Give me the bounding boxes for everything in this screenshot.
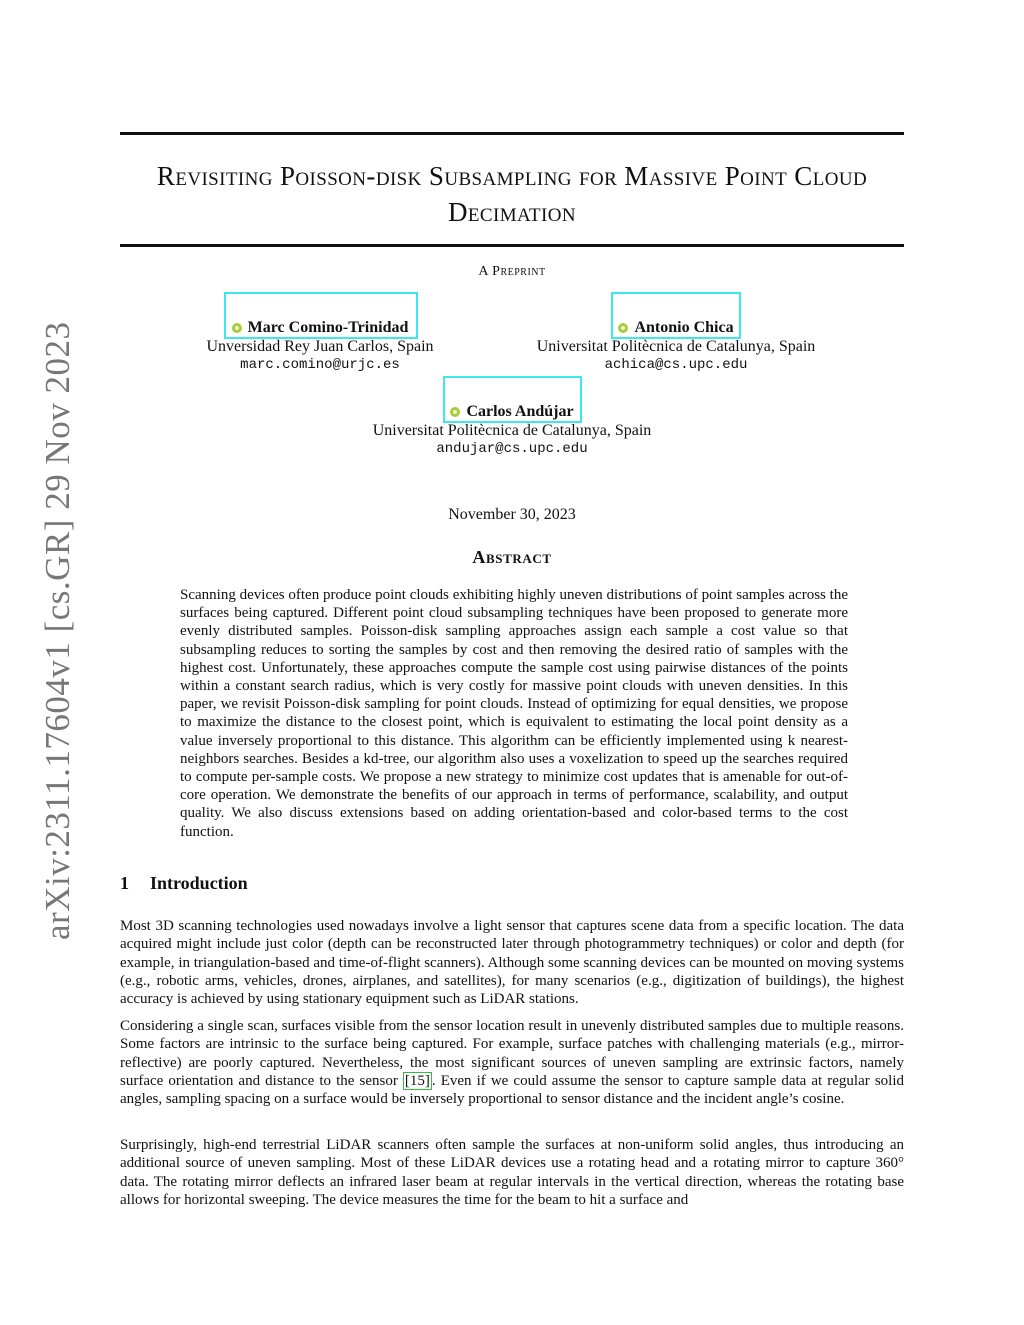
- author-name-2-text: Antonio Chica: [634, 319, 734, 336]
- title-top-rule: [120, 132, 904, 135]
- author-name-1-text: Marc Comino-Trinidad: [247, 319, 409, 336]
- author-email-1[interactable]: marc.comino@urjc.es: [240, 357, 400, 373]
- highlight-box-author-3: [443, 376, 582, 423]
- author-name-3-text: Carlos Andújar: [466, 403, 574, 420]
- abstract-heading: Abstract: [472, 547, 552, 567]
- citation-link-15[interactable]: [15]: [404, 1072, 430, 1089]
- author-email-2[interactable]: achica@cs.upc.edu: [604, 357, 748, 373]
- arxiv-identifier: [30, 321, 90, 940]
- title-bottom-rule: [120, 244, 904, 247]
- author-email-3[interactable]: andujar@cs.upc.edu: [436, 441, 588, 457]
- section-title: Introduction: [150, 873, 248, 893]
- intro-paragraph-2-start: Considering a single scan, surfaces visible from the sensor location result in unevenly distributed samples due to multiple reasons. Some factors are intrinsic to the surface being captured. For example, surface patches with challenging materials (e.g., mirror-reflective) are poorly captured. Nevertheless, the most significant sources of uneven sampling are extrinsic factors, namely surface orientation and distance to the sensor: [120, 1018, 904, 1089]
- author-affiliation-1: Unversidad Rey Juan Carlos, Spain: [206, 338, 434, 355]
- paper-title: Revisiting Poisson-disk Subsampling for Massive Point Cloud Decimation: [156, 161, 868, 227]
- preprint-label: A Preprint: [478, 264, 546, 279]
- intro-paragraph-2-end: . Even if we could assume the sensor to capture sample data at regular solid angles, sampling spacing on a surface would be inversely proportional to sensor distance and the incident angle’s cosine.: [120, 1072, 904, 1108]
- abstract-text: Scanning devices often produce point clouds exhibiting highly uneven distributions of point samples across the surfaces being captured. Different point cloud subsampling techniques have been proposed to generate more evenly distributed samples. Poisson-disk sampling approaches assign each sample a cost value so that subsampling reduces to sorting the samples by cost and then removing the desired ratio of samples with the highest cost. Unfortunately, these approaches compute the sample cost using pairwise distances of the points within a constant search radius, which is very costly for massive point clouds with uneven densities. In this paper, we revisit Poisson-disk sampling for point clouds. Instead of optimizing for equal densities, we propose to maximize the distance to the closest point, which is equivalent to estimating the local point density as a value inversely proportional to this distance. This algorithm can be efficiently implemented using k nearest-neighbors searches. Besides a kd-tree, our algorithm also uses a voxelization to speed up the searches required to compute per-sample costs. We propose a new strategy to minimize cost updates that is amenable for out-of-core operation. We demonstrate the benefits of our approach in terms of performance, scalability, and output quality. We also discuss extensions based on adding orientation-based and color-based terms to the cost function.: [180, 587, 848, 840]
- intro-paragraph-2: [120, 1017, 904, 1108]
- arxiv-identifier-text: arXiv:2311.17604v1 [cs.GR] 29 Nov 2023: [38, 321, 77, 940]
- section-number: 1: [120, 873, 129, 893]
- highlight-box-author-2: [611, 292, 741, 339]
- highlight-box-author-1: [224, 292, 418, 339]
- author-affiliation-3: Universitat Politècnica de Catalunya, Spain: [372, 422, 652, 439]
- author-affiliation-2: Universitat Politècnica de Catalunya, Spain: [536, 338, 816, 355]
- section-heading-introduction: [120, 873, 248, 894]
- paper-date: November 30, 2023: [448, 506, 576, 523]
- intro-paragraph-1: Most 3D scanning technologies used nowadays involve a light sensor that captures scene data from a specific location. The data acquired might include just color (depth can be reconstructed later through photogrammetry techniques) or color and depth (for example, in triangulation-based and time-of-flight scanners). Although some scanning devices can be mounted on moving systems (e.g., robotic arms, vehicles, drones, airplanes, and satellites), for many scenarios (e.g., digitization of buildings), the highest accuracy is achieved by using stationary equipment such as LiDAR stations.: [120, 918, 904, 1008]
- intro-paragraph-3: Surprisingly, high-end terrestrial LiDAR scanners often sample the surfaces at non-uniform solid angles, thus introducing an additional source of uneven sampling. Most of these LiDAR devices use a rotating head and a rotating mirror to capture 360° data. The rotating mirror deflects an infrared laser beam at regular intervals in the vertical direction, whereas the rotating base allows for horizontal sweeping. The device measures the time for the beam to hit a surface and: [120, 1137, 904, 1208]
